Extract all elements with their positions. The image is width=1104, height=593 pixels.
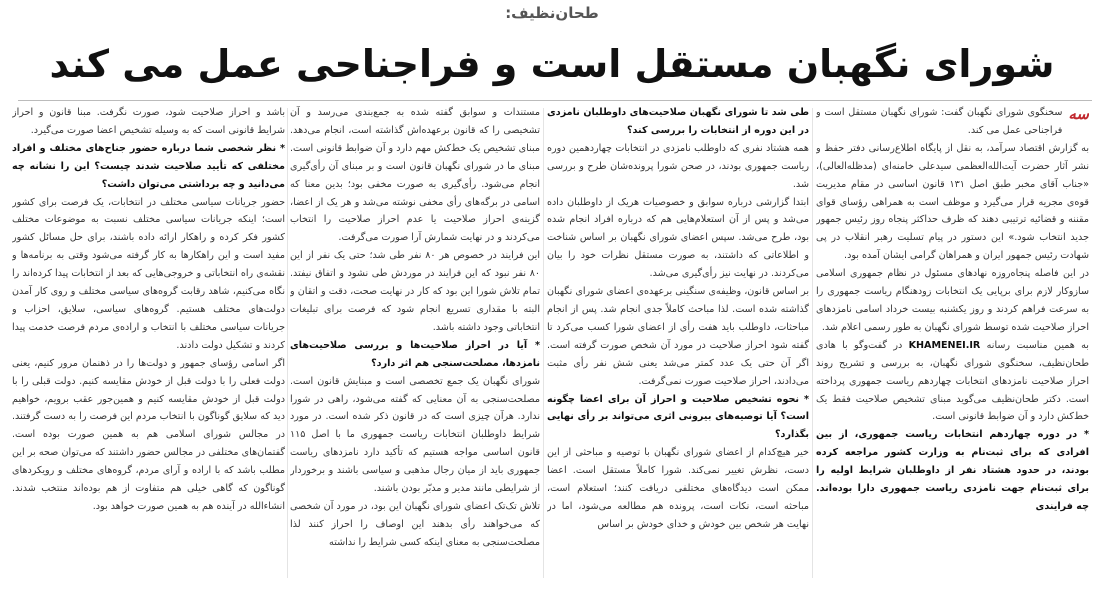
body-paragraph: به گزارش اقتصاد سرآمد، به نقل از پایگاه اطلاع‌رسانی دفتر حفظ و نشر آثار حضرت آیت‌الله‌العظمی سیدعلی خامنه‌ای (مدظله‌العالی)، «جناب آقای مخبر طبق اصل ۱۳۱ قانون اساسی در مقام مدیریت قوه‌ی مجریه قرار می‌گیرد و موظف است به همراهی رؤسای قوای مقننه و قضائیه ترتیبی دهند که ظرف حداکثر پنجاه روز رئیس جمهور جدید انتخاب شود.» این دستور در پیام تسلیت رهبر انقلاب در پی شهادت رئیس جمهور ایران و همراهان گرامی ایشان آمده بود. [816, 142, 1089, 262]
divider [18, 100, 1092, 101]
body-paragraph: این فرایند در خصوص هر ۸۰ نفر طی شد؛ حتی یک نفر از این ۸۰ نفر نبود که این فرایند در موردش طی نشود و اتفاق نیفتد. تمام تلاش شورا این بود که کار در نهایت صحت، دقت و اتقان و البته با مقداری تسریع انجام شود که فرصت برای تبلیغات انتخاباتی وجود داشته باشد. [290, 250, 540, 333]
article-column-3 [290, 104, 540, 586]
body-paragraph: مستندات و سوابق گفته شده به جمع‌بندی می‌رسد و آن تشخیصی را که قانون برعهده‌اش گذاشته است، انجام می‌دهد. مبنای تشخیص یک خط‌کش مهم دارد و آن ضوابط قانونی است. مبنای ما در شورای نگهبان قانون است و بر مبنای آن رأی‌گیری انجام می‌شود. رأی‌گیری به صورت مخفی بود؛ بدین معنا که اسامی در برگه‌های رأی مخفی نوشته می‌شد و هر یک از اعضا، گزینه‌ی احراز صلاحیت یا عدم احراز صلاحیت را انتخاب می‌کردند و در نهایت شمارش آرا صورت می‌گرفت. [290, 107, 540, 244]
body-paragraph: همه هشتاد نفری که داوطلب نامزدی در انتخابات چهاردهمین دوره ریاست جمهوری بودند، در صحن شورا پرونده‌شان طرح و بررسی شد. [547, 142, 809, 190]
body-paragraph: اگر اسامی رؤسای جمهور و دولت‌ها را در ذهنمان مرور کنیم، یعنی دولت فعلی را با دولت قبل از خودش مقایسه کنیم. دولت قبلی را با دولت قبل از خودش مقایسه کنیم و همین‌جور عقب برویم، خواهیم دید که سلایق گوناگون با انتخاب مردم این فرصت را به دست گرفتند. در مجالس شورای اسلامی هم به همین صورت بوده است. گفتمان‌های مختلفی در مجالس حضور داشتند که می‌توان صحه بر این مطلب باشد که با اراده و آرای مردم، گروه‌های مختلف و رویکردهای گوناگون که گاهی خیلی هم متفاوت از هم بوده‌اند منتخب شدند. انشاءالله در آینده هم به همین صورت خواهد بود. [12, 357, 285, 512]
body-paragraph: ابتدا گزارشی درباره سوابق و خصوصیات هریک از داوطلبان داده می‌شد و پس از آن استعلام‌هایی هم که درباره افراد انجام شده بود، طرح می‌شد. سپس اعضای شورای نگهبان بر اساس شناخت و اطلاعاتی که داشتند، به صورت مستقل نظرات خود را بیان می‌کردند. در نهایت نیز رأی‌گیری می‌شد. [547, 196, 809, 280]
page-title: شورای نگهبان مستقل است و فراجناحی عمل می کند [49, 42, 1055, 86]
body-paragraph: در این فاصله پنجاه‌روزه نهادهای مسئول در نظام جمهوری اسلامی سازوکار لازم برای برپایی یک انتخابات زودهنگام ریاست جمهوری را به سرعت فراهم کردند و روز یکشنبه بیست خرداد اسامی نامزدهای احراز صلاحیت شده توسط شورای نگهبان به طور رسمی اعلام شد. [816, 268, 1089, 333]
column-divider [287, 108, 288, 578]
body-paragraph: خیر هیچ‌کدام از اعضای شورای نگهبان با توصیه و مباحثی از این دست، نظرش تغییر نمی‌کند. شورا کاملاً مستقل است. اعضا ممکن است دیدگاه‌های مختلفی دریافت کنند؛ استعلام است، مباحثه است، نکات است، پرونده هم مطالعه می‌شود، اما در نهایت هر شخص بین خودش و خدای خودش بر اساس [547, 447, 809, 530]
body-paragraph: شورای نگهبان یک جمع تخصصی است و مبنایش قانون است. مصلحت‌سنجی به آن معنایی که گفته می‌شود، راهی در شورا ندارد. هرآن چیزی است که در قانون ذکر شده است. در مورد شرایط داوطلبان انتخابات ریاست جمهوری ما با اصل ۱۱۵ قانون اساسی مواجه هستیم که تأکید دارد نامزدهای ریاست جمهوری باید از میان رجال مذهبی و سیاسی باشند و برخوردار از شرایطی مانند مدیر و مدبّر بودن باشند. [290, 375, 540, 495]
column-divider [543, 108, 544, 578]
body-paragraph: بر اساس قانون، وظیفه‌ی سنگینی برعهده‌ی اعضای شورای نگهبان گذاشته شده است. لذا مباحث کاملاً جدی انجام شد. پس از انجام مباحثات، داوطلب باید هفت رأی از اعضای شورا کسب می‌کرد تا گفته شود احراز صلاحیت در مورد آن شخص صورت گرفته است. اگر آن حتی یک عدد کمتر می‌شد یعنی شش نفر رأی مثبت می‌دادند، احراز صلاحیت صورت نمی‌گرفت. [547, 286, 809, 387]
source-name: KHAMENEI.IR [908, 339, 981, 351]
article-column-4 [12, 104, 285, 586]
column-divider [812, 108, 813, 578]
interview-question: * نحوه تشخیص صلاحیت و احراز آن برای اعضا چگونه است؟ آیا توصیه‌های بیرونی اثری می‌تواند بر رأی نهایی بگذارد؟ [547, 393, 809, 441]
intro-paragraph: سخنگوی شورای نگهبان گفت: شورای نگهبان مستقل است و فراجناحی عمل می کند. [816, 107, 1063, 136]
interview-question: طی شد تا شورای نگهبان صلاحیت‌های داوطلبان نامزدی در این دوره از انتخابات را بررسی کند؟ [547, 107, 809, 136]
article-column-2 [547, 104, 809, 586]
article-column-1 [816, 104, 1089, 586]
publication-logo: سه [1068, 105, 1089, 123]
body-paragraph: تلاش تک‌تک اعضای شورای نگهبان این بود، در مورد آن شخصی که می‌خواهند رأی بدهند این اوصاف را احراز کنند لذا مصلحت‌سنجی به معنای اینکه کسی شرایط را نداشته [290, 500, 540, 548]
interview-question: * نظر شخصی شما درباره حضور جناح‌های مختلف و افراد مختلفی که تأیید صلاحیت شدند چیست؟ این را نشانه چه می‌دانید و چه برداشتی می‌توان داشت؟ [12, 142, 285, 190]
body-paragraph: حضور جریانات سیاسی مختلف در انتخابات، یک فرصت برای کشور است؛ اینکه جریانات سیاسی مختلف نسبت به موضوعات مختلف کشور فکر کرده و راهکار ارائه داده باشند، برای حل مسائل کشور مفید است و این راهکارها به کار گرفته می‌شود وقتی به برنامه‌ها و نقشه‌ی راه انتخاباتی و خروجی‌هایی که بعد از انتخابات پیدا کرده‌اند را نگاه می‌کنیم، شاهد رقابت گروه‌های سیاسی مختلف و روی کار آمدن دولت‌های مختلف هستیم. گروه‌های سیاسی، سلایق، احزاب و جریانات سیاسی مختلف با انتخاب و اراده‌ی مردم فرصت خدمت پیدا کردند و تشکیل دولت دادند. [12, 196, 285, 351]
body-paragraph: به همین مناسبت رسانه KHAMENEI.IR در گفت‌وگو با هادی طحان‌نظیف، سخنگوی شورای نگهبان، به بررسی و تشریح روند احراز صلاحیت نامزدهای انتخابات چهاردهم ریاست جمهوری پرداخته است. دکتر طحان‌نظیف می‌گوید مبنای تشخیص صلاحیت فقط یک خط‌کش دارد و آن ضوابط قانونی است. [816, 339, 1089, 423]
body-paragraph: باشد و احراز صلاحیت شود، صورت نگرفت. مبنا قانون و احراز شرایط قانونی است که به وسیله تشخیص اعضا صورت می‌گیرد. [12, 107, 285, 136]
headline-kicker: طحان‌نظیف: [505, 4, 599, 22]
interview-question: * آیا در احراز صلاحیت‌ها و بررسی صلاحیت‌های نامزدها، مصلحت‌سنجی هم اثر دارد؟ [290, 339, 540, 369]
interview-question: * در دوره چهاردهم انتخابات ریاست جمهوری، از بین افرادی که برای ثبت‌نام به وزارت کشور مراجعه کرده بودند، در حدود هشتاد نفر از داوطلبان شرایط اولیه را برای ثبت‌نام جهت نامزدی ریاست جمهوری دارا بوده‌اند. چه فرایندی [816, 429, 1089, 512]
